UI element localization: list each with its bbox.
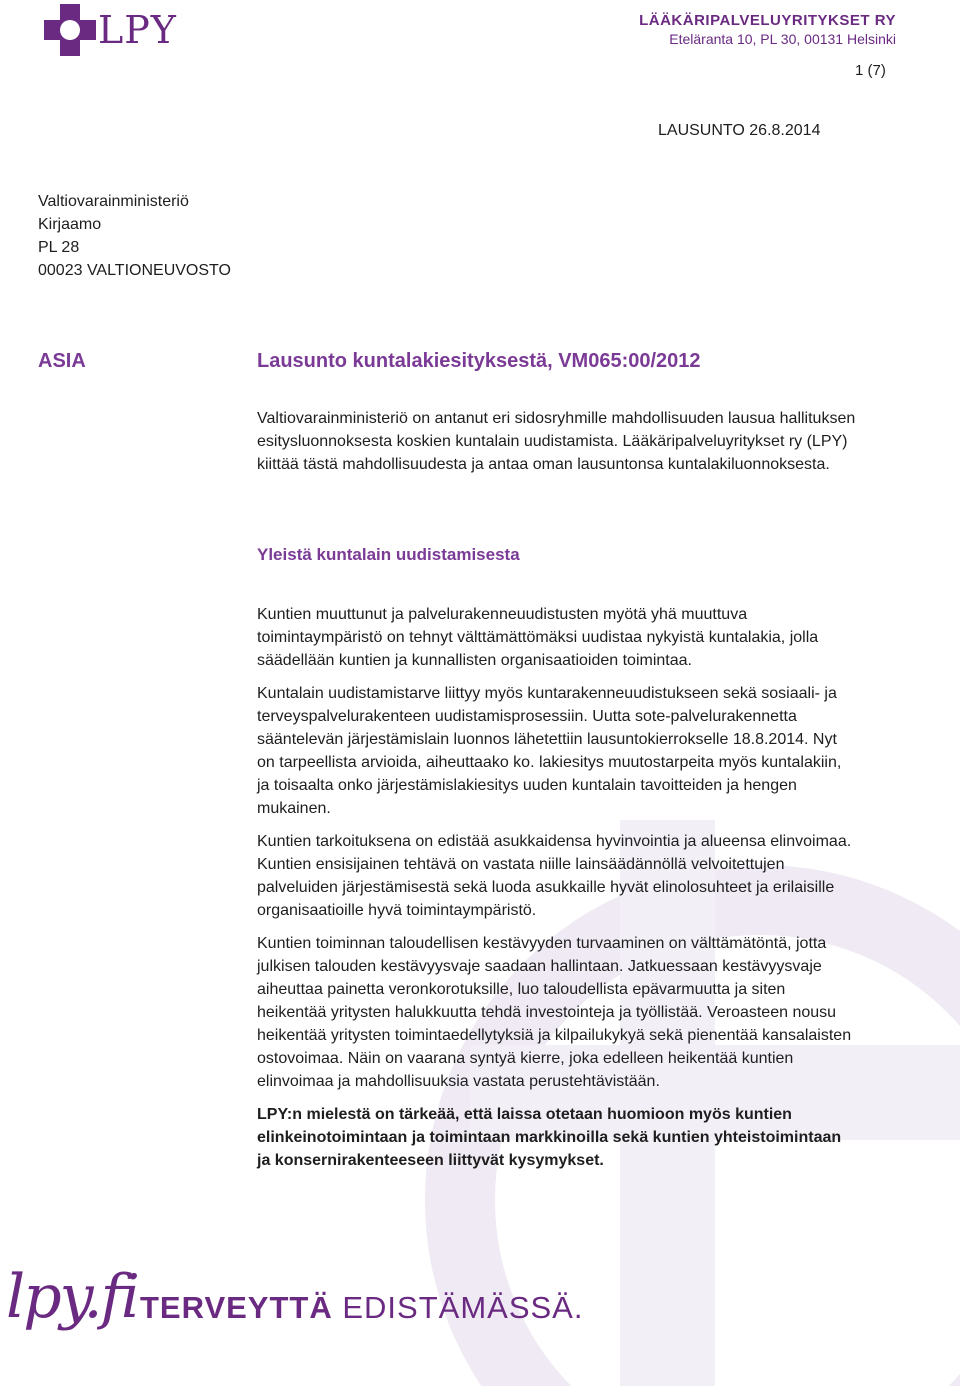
recipient-line: Valtiovarainministeriö: [38, 193, 189, 210]
footer-tagline: [140, 1290, 583, 1326]
recipient-line: Kirjaamo: [38, 216, 102, 233]
footer-logo: lpy.fi: [6, 1262, 138, 1332]
section-heading: Yleistä kuntalain uudistamisesta: [257, 545, 520, 564]
tagline-part-1: TERVEYTTÄ: [140, 1290, 333, 1325]
body-paragraph: Kuntalain uudistamistarve liittyy myös kuntarakenneuudistukseen sekä sosiaali- ja terveyspalvelurakenteen uudistamisprosessiin. Uutta sote-palvelurakennetta sääntelevän järjestämislain luonnos lähetettiin lausuntokierrokselle 18.8.2014. Nyt on tarpeellista arvioida, aiheuttaako ko. lakiesitys muutostarpeita myös kuntalakiin, ja toisaalta onko järjestämislakiesitys uuden kuntalain tavoitteiden ja hengen mukainen.: [257, 685, 842, 817]
document-type-date: LAUSUNTO 26.8.2014: [658, 122, 821, 139]
recipient-line: PL 28: [38, 239, 80, 256]
org-name: LÄÄKÄRIPALVELUYRITYKSET RY: [639, 12, 896, 29]
body-paragraph: Kuntien muuttunut ja palvelurakenneuudistusten myötä yhä muuttuva toimintaympäristö on tehnyt välttämättömäksi uudistaa nykyistä kuntalakia, jolla säädellään kuntien ja kunnallisten organisaatioiden toimintaa.: [257, 606, 819, 669]
body-paragraph: Kuntien toiminnan taloudellisen kestävyyden turvaaminen on välttämätöntä, jotta julkisen talouden kestävyysvaje saadaan hallintaan. Jatkuessaan kestävyysvaje aiheuttaa painetta veronkorotuksille, luo taloudellista epävarmuutta ja siten heikentää yritysten halukkuutta tehdä investointeja ja työllistää. Veroasteen nousu heikentää yritysten toimintaedellytyksiä ja kilpailukykyä sekä pienentää kansalaisten ostovoimaa. Näin on vaarana syntyä kierre, joka edelleen heikentää kuntien elinvoimaa ja mahdollisuuksia vastata perustehtävistään.: [257, 935, 852, 1090]
subject-label: ASIA: [38, 350, 86, 372]
intro-paragraph: Valtiovarainministeriö on antanut eri sidosryhmille mahdollisuuden lausua hallituksen esitysluonnoksesta koskien kuntalain uudistamista. Lääkäripalveluyritykset ry (LPY) kiittää tästä mahdollisuudesta ja antaa oman lausuntonsa kuntalakiluonnoksesta.: [257, 410, 856, 473]
section-body: [257, 603, 857, 1182]
recipient-address: [38, 190, 231, 282]
document-title: Lausunto kuntalakiesityksestä, VM065:00/2012: [257, 350, 701, 372]
emphasis-paragraph: LPY:n mielestä on tärkeää, että laissa otetaan huomioon myös kuntien elinkeinotoimintaan ja toimintaan markkinoilla sekä kuntien yhteistoimintaan ja konsernirakenteeseen liittyvät kysymykset.: [257, 1106, 842, 1169]
recipient-line: 00023 VALTIONEUVOSTO: [38, 262, 231, 279]
tagline-part-2: EDISTÄMÄSSÄ.: [342, 1290, 584, 1325]
logo-text: LPY: [98, 8, 177, 52]
org-address: Eteläranta 10, PL 30, 00131 Helsinki: [669, 31, 896, 47]
cross-circle-icon: [44, 4, 96, 56]
body-paragraph: Kuntien tarkoituksena on edistää asukkaidensa hyvinvointia ja alueensa elinvoimaa. Kuntien ensisijainen tehtävä on vastata niille lainsäädännöllä velvoitettujen palveluiden järjestämisestä sekä luoda asukkaille hyvät elinolosuhteet ja erilaisille organisaatioille hyvä toimintaympäristö.: [257, 833, 852, 919]
page-number: 1 (7): [855, 62, 886, 79]
